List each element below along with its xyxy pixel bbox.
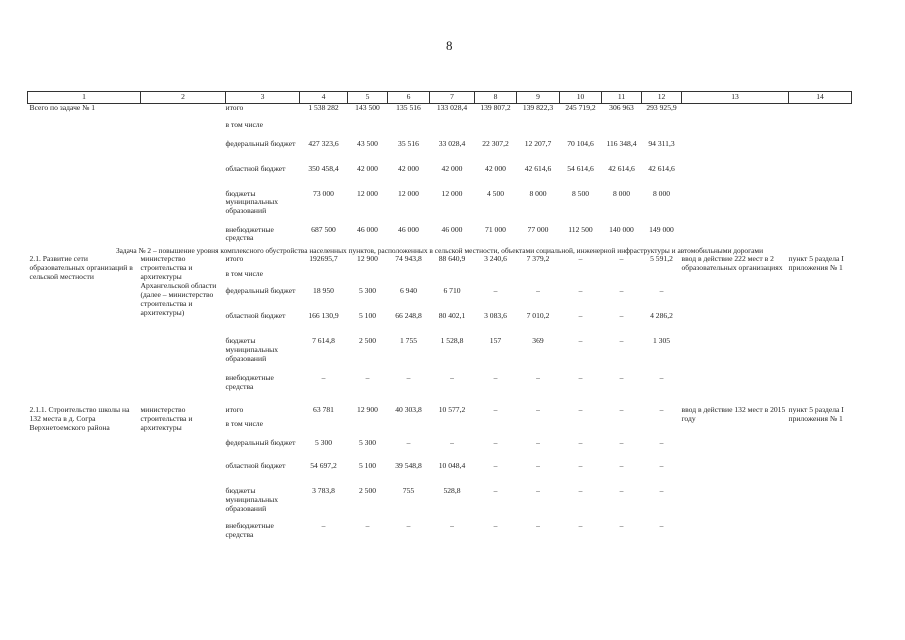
column-header: 7 (430, 92, 475, 104)
amount-cell: 42 000 (357, 163, 378, 173)
amount-cell: 66 248,8 (395, 311, 422, 321)
funding-source: федеральный бюджет (225, 286, 296, 296)
amount-cell: – (578, 461, 583, 471)
amount-cell: – (619, 373, 624, 383)
task-2-heading: Задача № 2 – повышение уровня комплексного обустройства населенных пунктов, расположенных в сельской местности, объектами социальной, инженерной инфраструктуры и автомобильными дорогами (115, 245, 764, 255)
amount-cell: 3 783,8 (312, 486, 335, 496)
amount-cell: 8 000 (529, 188, 547, 198)
amount-cell: 10 048,4 (438, 461, 466, 471)
amount-cell: – (578, 311, 583, 321)
amount-cell: – (619, 311, 624, 321)
amount-cell: 70 104,6 (567, 138, 594, 148)
table-row (28, 406, 852, 420)
amount-cell: – (536, 438, 540, 448)
amount-cell: – (450, 373, 454, 383)
amount-cell: 8 000 (652, 188, 671, 198)
amount-cell: – (619, 286, 624, 296)
amount-cell: 88 640,9 (438, 254, 466, 264)
amount-cell: 63 781 (313, 405, 334, 415)
amount-cell: – (406, 438, 411, 448)
amount-cell: – (619, 254, 624, 264)
expected-result: ввод в действие 132 мест в 2015 году (681, 405, 786, 424)
amount-cell (560, 420, 602, 439)
amount-cell: – (365, 521, 370, 531)
amount-cell (430, 420, 475, 439)
amount-cell: – (578, 286, 583, 296)
column-header: 8 (475, 92, 517, 104)
column-header: 4 (300, 92, 348, 104)
amount-cell: – (578, 336, 583, 346)
amount-cell: 6 710 (443, 286, 461, 296)
funding-source: в том числе (225, 419, 263, 429)
amount-cell (560, 121, 602, 140)
amount-cell: 12 900 (357, 254, 378, 264)
amount-cell: – (659, 486, 664, 496)
amount-cell (642, 270, 682, 287)
column-header: 1 (28, 92, 141, 104)
amount-cell: – (619, 336, 624, 346)
amount-cell: 94 311,3 (648, 138, 675, 148)
column-number-header (28, 92, 852, 104)
amount-cell: 3 083,6 (484, 311, 507, 321)
amount-cell (517, 420, 560, 439)
column-header: 13 (682, 92, 789, 104)
amount-cell: – (619, 438, 624, 448)
amount-cell: 54 697,2 (310, 461, 337, 471)
amount-cell: 43 500 (357, 138, 378, 148)
funding-source: областной бюджет (225, 461, 286, 471)
amount-cell: 133 028,4 (436, 103, 468, 112)
amount-cell: 7 379,2 (526, 254, 550, 264)
amount-cell: – (619, 461, 624, 471)
amount-cell (300, 121, 348, 140)
amount-cell: 143 500 (355, 103, 380, 112)
amount-cell: – (493, 461, 498, 471)
amount-cell: – (450, 438, 454, 448)
amount-cell (517, 270, 560, 287)
amount-cell: 46 000 (357, 224, 378, 234)
amount-cell: 18 950 (313, 286, 334, 296)
expected-result (682, 104, 789, 247)
amount-cell (642, 420, 682, 439)
column-header: 10 (560, 92, 602, 104)
page-number: 8 (446, 38, 453, 53)
expected-result: ввод в действие 222 мест в 2 образовательных организациях (681, 254, 783, 273)
amount-cell: – (659, 438, 664, 448)
amount-cell: 42 614,6 (524, 163, 552, 173)
amount-cell: 77 000 (527, 224, 549, 234)
amount-cell: 245 719,2 (565, 103, 596, 112)
amount-cell (348, 420, 388, 439)
amount-cell (475, 420, 517, 439)
amount-cell: 192695,7 (309, 254, 338, 264)
funding-source: федеральный бюджет (225, 438, 296, 448)
amount-cell: – (659, 373, 664, 383)
amount-cell: 350 458,4 (308, 163, 339, 173)
amount-cell: – (493, 438, 498, 448)
amount-cell (348, 270, 388, 287)
funding-source: итого (225, 405, 244, 415)
amount-cell: – (493, 486, 498, 496)
activity-name: Всего по задаче № 1 (29, 103, 96, 112)
amount-cell: 3 240,6 (484, 254, 507, 264)
amount-cell: 5 300 (358, 438, 377, 448)
amount-cell: 5 100 (358, 311, 377, 321)
amount-cell (388, 121, 430, 140)
table-body (28, 92, 852, 549)
amount-cell (517, 121, 560, 140)
amount-cell: 12 900 (357, 405, 378, 415)
amount-cell (642, 121, 682, 140)
amount-cell (602, 420, 642, 439)
table-row (28, 255, 852, 270)
amount-cell: – (493, 405, 498, 415)
amount-cell: 2 500 (358, 336, 377, 346)
funding-source: бюджеты муниципальных образований (225, 486, 279, 514)
amount-cell: 166 130,9 (308, 311, 339, 321)
amount-cell: 293 925,9 (646, 103, 677, 112)
amount-cell: 6 940 (399, 286, 418, 296)
indicator-reference: пункт 5 раздела I приложения № 1 (788, 405, 844, 424)
column-header: 5 (348, 92, 388, 104)
amount-cell (388, 420, 430, 439)
amount-cell: 33 028,4 (438, 138, 466, 148)
amount-cell (388, 270, 430, 287)
amount-cell: 22 307,2 (482, 138, 509, 148)
amount-cell: – (406, 521, 411, 531)
amount-cell: 427 323,6 (308, 138, 339, 148)
amount-cell (602, 121, 642, 140)
activity-name: 2.1. Развитие сети образовательных организаций в сельской местности (29, 254, 133, 282)
table-row (28, 104, 852, 121)
program-table (27, 91, 852, 548)
amount-cell (475, 121, 517, 140)
amount-cell: – (450, 521, 454, 531)
amount-cell: – (536, 461, 540, 471)
amount-cell: – (578, 373, 583, 383)
amount-cell: 5 300 (314, 438, 333, 448)
amount-cell (430, 270, 475, 287)
amount-cell: 39 548,8 (395, 461, 422, 471)
amount-cell: 71 000 (485, 224, 506, 234)
amount-cell (430, 121, 475, 140)
amount-cell: 140 000 (609, 224, 634, 234)
amount-cell: 1 305 (652, 336, 671, 346)
amount-cell: 54 614,6 (567, 163, 594, 173)
amount-cell: – (536, 373, 540, 383)
amount-cell: 35 516 (398, 138, 419, 148)
amount-cell: 5 591,2 (650, 254, 673, 264)
amount-cell: 12 000 (441, 188, 463, 198)
funding-source: внебюджетные средства (225, 373, 274, 392)
amount-cell: – (536, 286, 540, 296)
amount-cell: – (659, 405, 664, 415)
column-header: 9 (517, 92, 560, 104)
amount-cell: – (659, 286, 664, 296)
column-header: 3 (226, 92, 300, 104)
amount-cell: 306 963 (609, 103, 634, 112)
funding-source: итого (225, 254, 244, 264)
amount-cell (300, 270, 348, 287)
executor-name: министерство строительства и архитектуры (140, 405, 193, 433)
amount-cell: – (659, 461, 664, 471)
column-header: 11 (602, 92, 642, 104)
amount-cell: 1 755 (399, 336, 418, 346)
amount-cell: 1 538 282 (308, 103, 339, 112)
amount-cell: 74 943,8 (395, 254, 422, 264)
amount-cell (602, 270, 642, 287)
amount-cell: 5 300 (358, 286, 377, 296)
amount-cell: – (536, 486, 540, 496)
funding-source: областной бюджет (225, 163, 286, 173)
indicator-reference (789, 104, 852, 247)
amount-cell: 157 (489, 336, 502, 346)
funding-source: в том числе (225, 269, 263, 279)
column-header: 12 (642, 92, 682, 104)
amount-cell: 80 402,1 (438, 311, 466, 321)
amount-cell: 12 000 (398, 188, 419, 198)
amount-cell: – (536, 521, 540, 531)
amount-cell: 4 500 (486, 188, 505, 198)
funding-source: в том числе (225, 119, 263, 129)
amount-cell: – (365, 373, 370, 383)
funding-source: федеральный бюджет (225, 138, 296, 148)
amount-cell: 1 528,8 (440, 336, 464, 346)
amount-cell (348, 121, 388, 140)
amount-cell: 42 000 (398, 163, 419, 173)
amount-cell: 139 807,2 (480, 103, 511, 112)
amount-cell: 4 286,2 (650, 311, 673, 321)
amount-cell: 7 010,2 (526, 311, 550, 321)
amount-cell: 12 207,7 (524, 138, 552, 148)
amount-cell (475, 270, 517, 287)
indicator-reference: пункт 5 раздела I приложения № 1 (788, 254, 844, 273)
amount-cell: – (321, 521, 326, 531)
amount-cell: – (619, 521, 624, 531)
amount-cell: 149 000 (649, 224, 674, 234)
amount-cell: 42 000 (441, 163, 463, 173)
amount-cell: 5 100 (358, 461, 377, 471)
amount-cell: 135 516 (396, 103, 421, 112)
executor-name (141, 104, 226, 247)
column-header: 6 (388, 92, 430, 104)
amount-cell: 369 (532, 336, 544, 346)
amount-cell: 139 822,3 (522, 103, 554, 112)
amount-cell: 10 577,2 (438, 405, 466, 415)
amount-cell: 42 000 (485, 163, 506, 173)
amount-cell: 2 500 (358, 486, 377, 496)
funding-source: итого (225, 103, 244, 112)
amount-cell: 8 000 (612, 188, 631, 198)
amount-cell: – (321, 373, 326, 383)
amount-cell: 42 614,6 (648, 163, 675, 173)
column-header: 2 (141, 92, 226, 104)
amount-cell: – (578, 521, 583, 531)
amount-cell: 46 000 (398, 224, 419, 234)
amount-cell: – (578, 405, 583, 415)
amount-cell: – (493, 286, 498, 296)
amount-cell: 12 000 (357, 188, 378, 198)
funding-source: внебюджетные средства (225, 224, 274, 243)
amount-cell: – (619, 486, 624, 496)
amount-cell: 7 614,8 (312, 336, 335, 346)
amount-cell: – (619, 405, 624, 415)
amount-cell: – (659, 521, 664, 531)
amount-cell: – (493, 521, 498, 531)
amount-cell: 40 303,8 (395, 405, 422, 415)
column-header: 14 (789, 92, 852, 104)
amount-cell: – (536, 405, 540, 415)
amount-cell: – (578, 486, 583, 496)
amount-cell: – (406, 373, 411, 383)
amount-cell: 8 500 (571, 188, 590, 198)
amount-cell: 687 500 (311, 224, 336, 234)
funding-source: внебюджетные средства (225, 521, 274, 540)
funding-source: бюджеты муниципальных образований (225, 188, 279, 216)
amount-cell (300, 420, 348, 439)
amount-cell: 755 (402, 486, 415, 496)
amount-cell: 112 500 (568, 224, 593, 234)
funding-source: бюджеты муниципальных образований (225, 336, 279, 364)
amount-cell (560, 270, 602, 287)
amount-cell: 116 348,4 (606, 138, 637, 148)
amount-cell: 46 000 (441, 224, 463, 234)
executor-name: министерство строительства и архитектуры Архангельской области (далее – министерство строительства и архитектуры) (140, 254, 217, 317)
amount-cell: – (493, 373, 498, 383)
amount-cell: – (578, 438, 583, 448)
amount-cell: 528,8 (443, 486, 461, 496)
funding-source: областной бюджет (225, 311, 286, 321)
amount-cell: 42 614,6 (608, 163, 635, 173)
activity-name: 2.1.1. Строительство школы на 132 места в д. Согра Верхнетоемского района (29, 405, 130, 433)
amount-cell: – (578, 254, 583, 264)
amount-cell: 73 000 (313, 188, 334, 198)
